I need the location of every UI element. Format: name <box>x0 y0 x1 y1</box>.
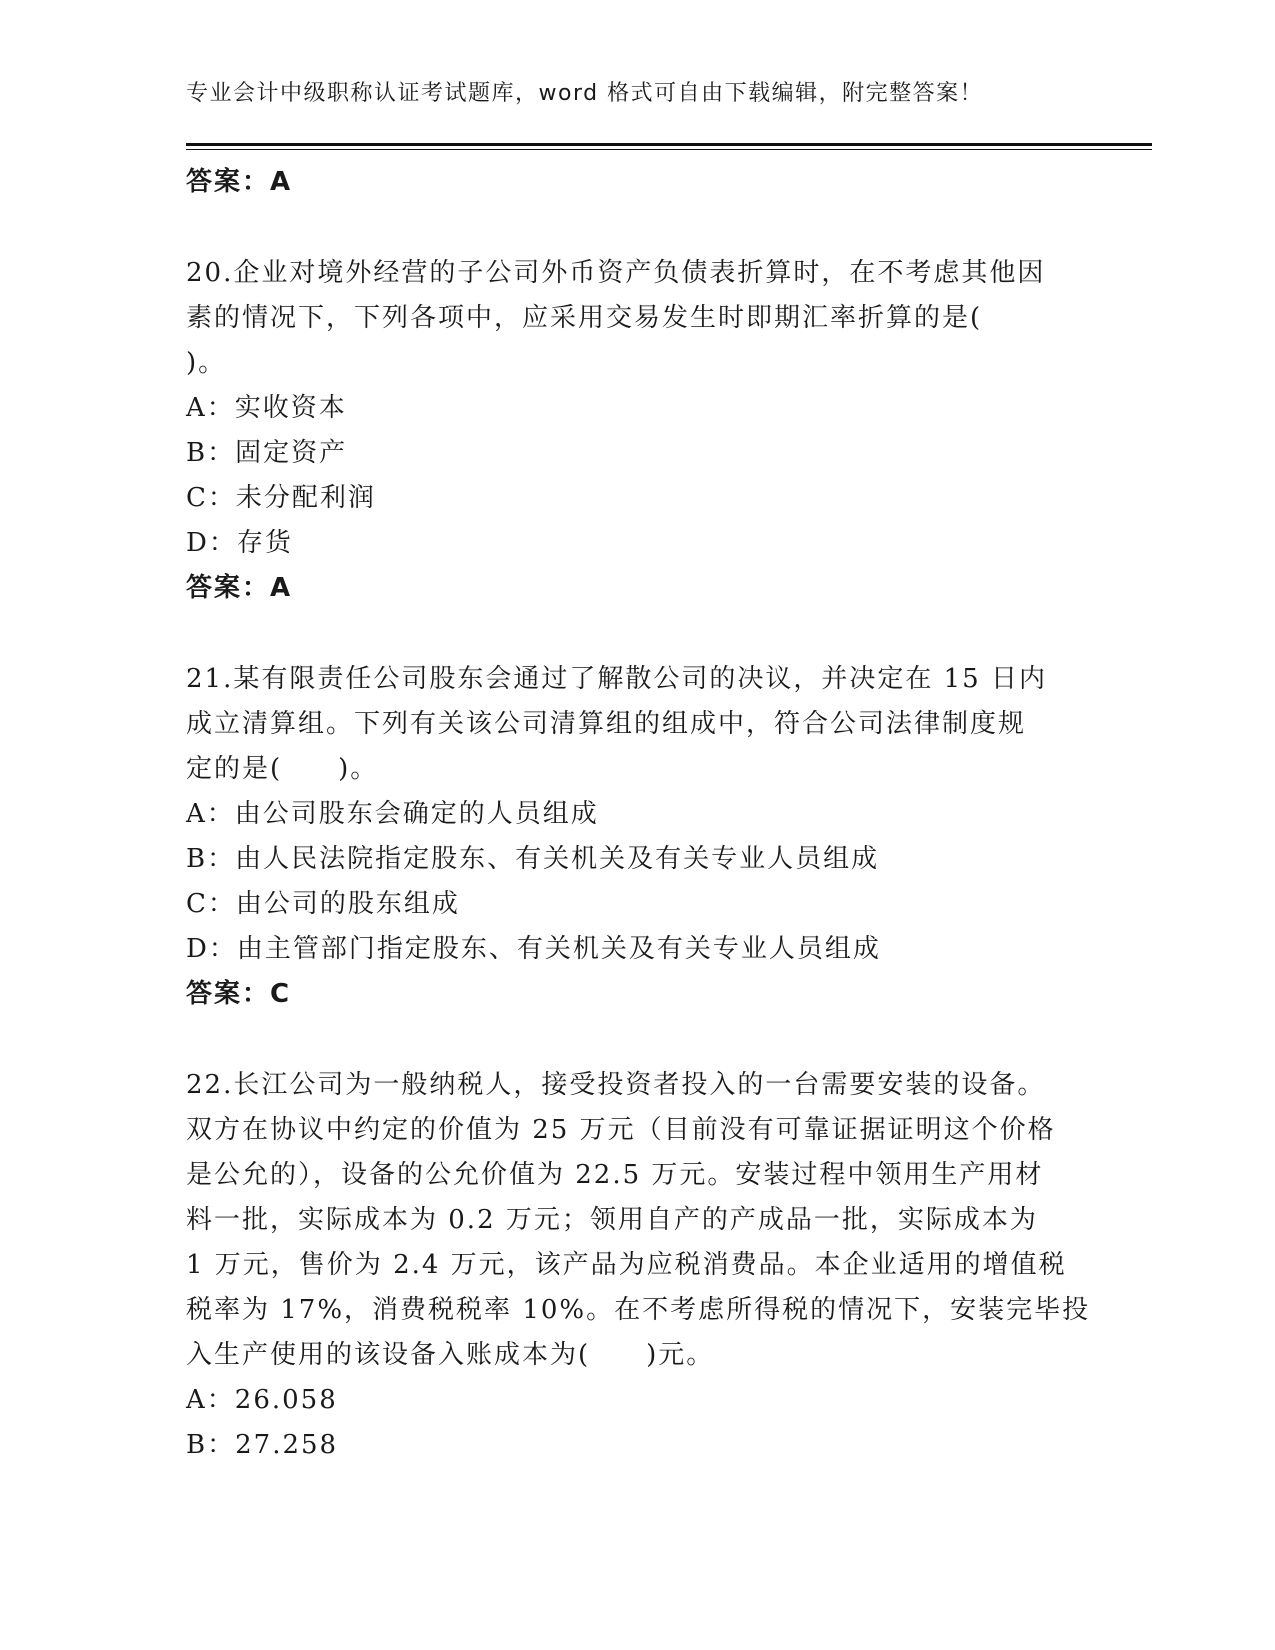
text-line: 料一批，实际成本为 0.2 万元；领用自产的产成品一批，实际成本为 <box>186 1205 1038 1235</box>
text-line: A：实收资本 <box>186 393 347 423</box>
text-line: 双方在协议中约定的价值为 25 万元（目前没有可靠证据证明这个价格 <box>186 1115 1056 1145</box>
text-line: 22.长江公司为一般纳税人，接受投资者投入的一台需要安装的设备。 <box>186 1070 1046 1100</box>
text-line: A：由公司股东会确定的人员组成 <box>186 799 599 829</box>
paragraph-gap <box>186 1017 1086 1063</box>
text-line: 素的情况下，下列各项中，应采用交易发生时即期汇率折算的是( <box>186 303 983 333</box>
answer-line: 答案：A <box>186 167 293 197</box>
answer-line: 答案：C <box>186 979 292 1009</box>
text-line: 是公允的），设备的公允价值为 22.5 万元。安装过程中领用生产用材 <box>186 1160 1044 1190</box>
text-line: B：固定资产 <box>186 438 348 468</box>
text-line: C：由公司的股东组成 <box>186 889 460 919</box>
answer-line: 答案：A <box>186 573 293 603</box>
text-line: D：由主管部门指定股东、有关机关及有关专业人员组成 <box>186 934 881 964</box>
text-line: B：由人民法院指定股东、有关机关及有关专业人员组成 <box>186 844 880 874</box>
text-line: 定的是( )。 <box>186 754 379 784</box>
header-divider <box>186 143 1152 146</box>
text-line: 成立清算组。下列有关该公司清算组的组成中，符合公司法律制度规 <box>186 709 1027 739</box>
text-line: 入生产使用的该设备入账成本为( )元。 <box>186 1340 715 1370</box>
question-content <box>186 160 1091 1468</box>
text-line: 1 万元，售价为 2.4 万元，该产品为应税消费品。本企业适用的增值税 <box>186 1250 1067 1280</box>
text-line: 税率为 17%，消费税税率 10%。在不考虑所得税的情况下，安装完毕投 <box>186 1295 1091 1325</box>
text-line: C：未分配利润 <box>186 483 376 513</box>
paragraph-gap <box>186 611 1086 657</box>
text-line: 20.企业对境外经营的子公司外币资产负债表折算时，在不考虑其他因 <box>186 258 1046 288</box>
text-line: A：26.058 <box>186 1385 338 1415</box>
text-line: 21.某有限责任公司股东会通过了解散公司的决议，并决定在 15 日内 <box>186 664 1047 694</box>
text-line: )。 <box>186 348 227 378</box>
page-header: 专业会计中级职称认证考试题库，word 格式可自由下载编辑，附完整答案！ <box>186 81 984 106</box>
header-divider-thin <box>186 149 1152 150</box>
text-line: B：27.258 <box>186 1430 339 1460</box>
text-line: D：存货 <box>186 528 293 558</box>
paragraph-gap <box>186 205 1086 251</box>
